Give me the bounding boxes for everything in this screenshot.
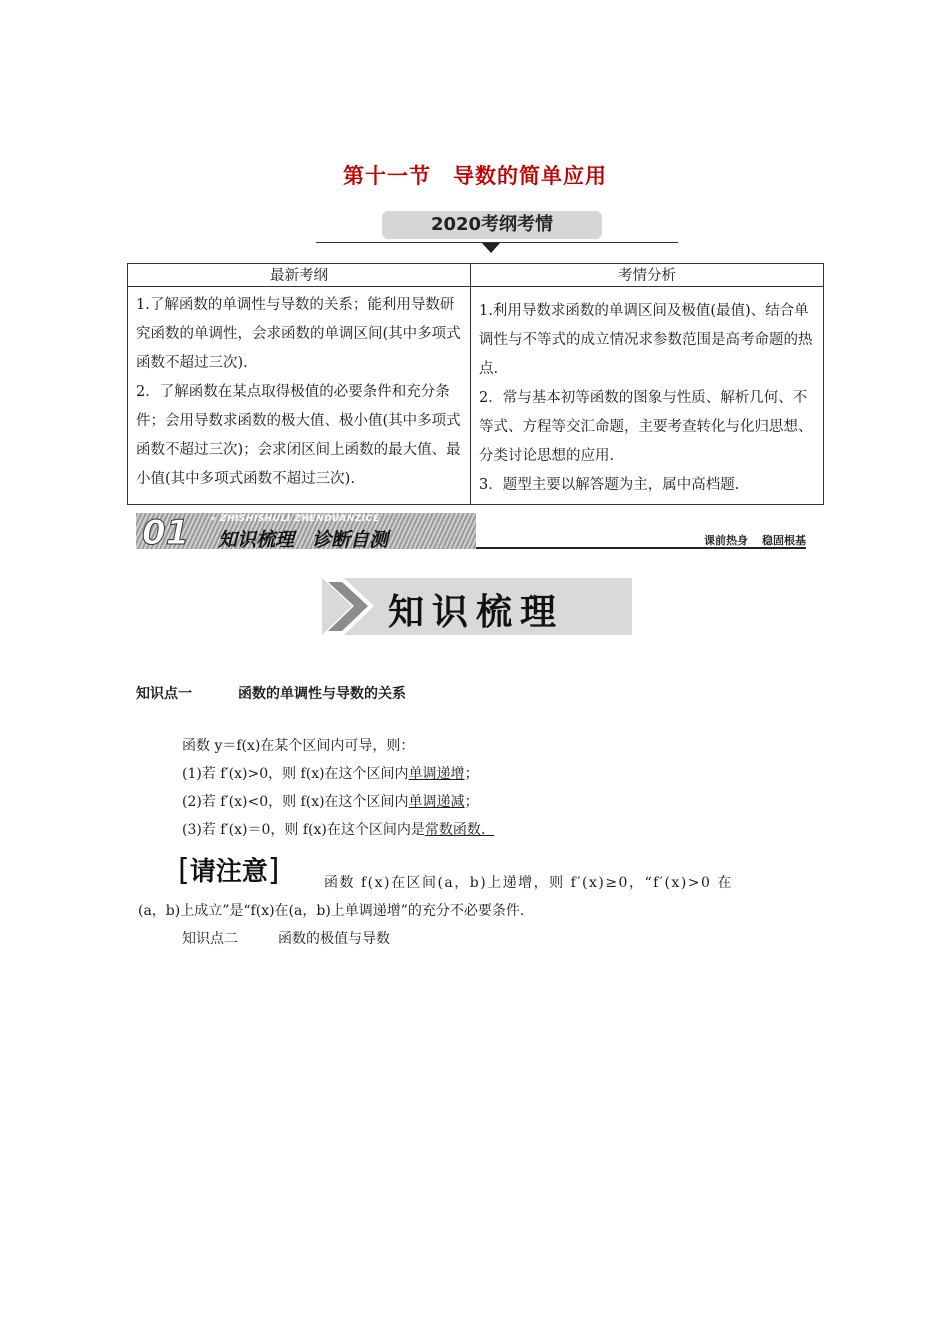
rule-line-2: (2)若 f′(x)<0，则 f(x)在这个区间内单调递减；	[182, 794, 479, 810]
answer-underlined: 常数函数.	[424, 822, 486, 838]
section-tagline: 课前热身 稳固根基	[704, 534, 806, 547]
exam-banner: 2020考纲考情	[382, 211, 602, 239]
analysis-item: 1.利用导数求函数的单调区间及极值(最值)、结合单调性与不等式的成立情况求参数范围是高考命题的热点.	[479, 303, 813, 377]
analysis-item: 3．题型主要以解答题为主，属中高档题.	[479, 477, 740, 493]
kp-title: 函数的单调性与导数的关系	[238, 686, 406, 702]
outline-item: 1.了解函数的单调性与导数的关系；能利用导数研究函数的单调性，会求函数的单调区间(其中多项式函数不超过三次).	[136, 297, 461, 371]
banner-triangle-icon	[482, 243, 500, 253]
title-topic: 导数的简单应用	[453, 164, 607, 188]
section-title	[218, 525, 406, 552]
knowledge-point-1	[136, 683, 406, 703]
table-header-outline: 最新考纲	[128, 264, 471, 287]
table-header-analysis: 考情分析	[471, 264, 824, 287]
analysis-item: 2．常与基本初等函数的图象与性质、解析几何、不等式、方程等交汇命题，主要考查转化与化归思想、分类讨论思想的应用.	[479, 390, 813, 464]
exam-outline-table	[127, 263, 824, 505]
section-english-subtitle: » ZHISHISHULI ZHENDUANZICE	[210, 514, 380, 524]
chevron-right-icon	[322, 578, 382, 635]
intro-line: 函数 y＝f(x)在某个区间内可导，则：	[182, 738, 415, 754]
answer-underlined: 单调递减	[408, 794, 465, 810]
note-line-2: (a，b)上成立”是“f(x)在(a，b)上单调递增”的充分不必要条件.	[138, 903, 525, 919]
page-title	[0, 160, 950, 190]
outline-item: 2．了解函数在某点取得极值的必要条件和充分条件；会用导数求函数的极大值、极小值(其中多项式函数不超过三次)；会求闭区间上函数的最大值、最小值(其中多项式函数不超过三次).	[136, 384, 461, 487]
answer-underlined: 单调递增	[408, 766, 465, 782]
kp-title: 函数的极值与导数	[278, 931, 390, 947]
outline-cell	[128, 287, 471, 505]
knowledge-heading-text: 知识梳理	[388, 592, 565, 633]
knowledge-point-2	[182, 925, 390, 953]
section-number: 01	[142, 513, 190, 553]
note-line-1: 函数 f(x)在区间(a，b)上递增，则 f′(x)≥0，“f′(x)>0 在	[324, 875, 733, 891]
rule-line-1: (1)若 f′(x)>0，则 f(x)在这个区间内单调递增；	[182, 766, 479, 782]
section-title-part1: 知识梳理	[218, 529, 295, 551]
kp-label: 知识点二	[182, 931, 238, 947]
section-title-part2: 诊断自测	[312, 529, 389, 551]
rule-line-3: (3)若 f′(x)＝0，则 f(x)在这个区间内是常数函数.	[182, 822, 486, 838]
note-label-icon: [请注意]	[178, 853, 280, 888]
analysis-cell	[471, 287, 824, 505]
kp-label: 知识点一	[136, 686, 192, 702]
title-section-number: 第十一节	[343, 164, 431, 188]
